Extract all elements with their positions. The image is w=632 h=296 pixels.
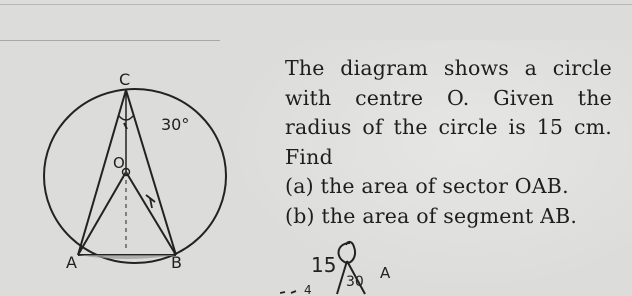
handwritten-circle-sketch [339,242,356,263]
label-o: O [113,154,125,172]
handwritten-30: 30 [346,274,364,290]
problem-intro-line-1: The diagram shows a circle [285,56,612,80]
label-c: C [119,70,131,89]
segment-ob [126,172,176,255]
page-top-rule [0,4,632,5]
handwritten-a: A [380,264,391,282]
circle-diagram [0,60,270,280]
handwritten-4: 4 [304,283,312,296]
problem-intro-line-2: with centre O. Given the [285,85,612,110]
handwritten-stroke-1 [280,291,296,293]
handwritten-15: 15 [311,253,337,277]
label-b: B [171,253,182,272]
problem-part-a: (a) the area of sector OAB. [285,174,569,198]
segment-ao [78,172,126,255]
problem-part-b: (b) the area of segment AB. [285,203,578,228]
label-angle-30: 30° [161,115,190,134]
problem-find: Find [285,144,333,169]
segment-ca [78,90,126,255]
circle-outline [44,89,226,263]
problem-intro-line-3: radius of the circle is 15 cm. [285,115,612,139]
label-a: A [66,253,77,272]
handwritten-notes [280,225,420,296]
problem-text [285,54,625,231]
